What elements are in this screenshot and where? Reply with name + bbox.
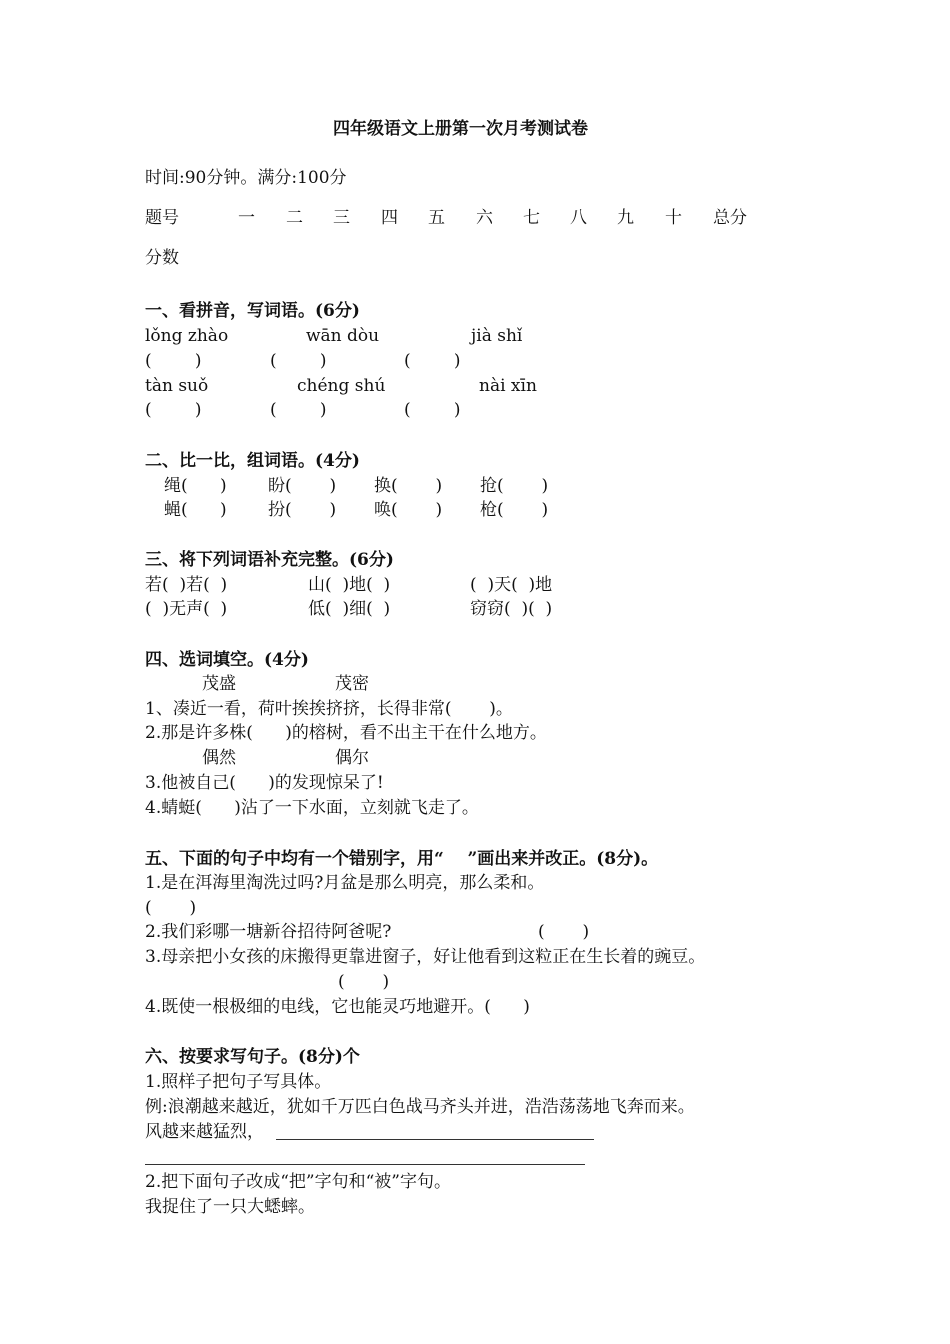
- score-table-row1-label: 题号: [145, 208, 179, 228]
- section-3-heading: 三、将下列词语补充完整。(6分): [145, 550, 394, 570]
- question-5-3: 3.母亲把小女孩的床搬得更靠进窗子，好让他看到这粒正在生长着的豌豆。: [145, 947, 706, 967]
- word-pair-item: 枪( ): [480, 500, 549, 520]
- score-col-total: 总分: [713, 208, 747, 228]
- answer-blank[interactable]: ( ): [404, 351, 461, 371]
- word-pair-item: 蝇( ): [164, 500, 227, 520]
- example-sentence: 例:浪潮越来越近，犹如千万匹白色战马齐头并进，浩浩荡荡地飞奔而来。: [145, 1097, 695, 1117]
- idiom-item: ( )无声( ): [145, 599, 228, 619]
- answer-line[interactable]: [145, 1164, 585, 1165]
- word-pair-item: 扮( ): [268, 500, 337, 520]
- word-pair-item: 绳( ): [164, 476, 227, 496]
- question-4-2: 2.那是许多株( )的榕树，看不出主干在什么地方。: [145, 723, 547, 743]
- score-col-2: 二: [286, 208, 303, 228]
- question-5-4: 4.既使一根极细的电线，它也能灵巧地避开。( ): [145, 997, 530, 1017]
- score-col-10: 十: [665, 208, 682, 228]
- section-6-heading: 六、按要求写句子。(8分)个: [145, 1047, 360, 1067]
- word-choice: 偶然: [202, 748, 236, 768]
- pinyin-2-1: tàn suǒ: [145, 376, 209, 396]
- answer-blank[interactable]: ( ): [270, 400, 327, 420]
- score-col-7: 七: [523, 208, 540, 228]
- word-choice: 茂密: [335, 674, 369, 694]
- answer-blank[interactable]: ( ): [145, 351, 202, 371]
- question-6-2: 2.把下面句子改成“把”字句和“被”字句。: [145, 1172, 451, 1192]
- answer-blank[interactable]: ( ): [538, 922, 590, 942]
- question-4-1: 1、凑近一看，荷叶挨挨挤挤，长得非常( )。: [145, 699, 513, 719]
- answer-blank[interactable]: ( ): [145, 898, 197, 918]
- score-col-1: 一: [238, 208, 255, 228]
- score-table-row2-label: 分数: [145, 248, 179, 268]
- word-pair-item: 唤( ): [374, 500, 443, 520]
- answer-line[interactable]: [276, 1139, 594, 1140]
- pinyin-2-3: nài xīn: [479, 376, 537, 396]
- question-4-4: 4.蜻蜓( )沾了一下水面，立刻就飞走了。: [145, 798, 479, 818]
- section-5-heading: 五、下面的句子中均有一个错别字，用“ ”画出来并改正。(8分)。: [145, 849, 659, 869]
- answer-blank[interactable]: ( ): [404, 400, 461, 420]
- pinyin-1-3: jià shǐ: [471, 326, 523, 346]
- question-4-3: 3.他被自己( )的发现惊呆了!: [145, 773, 384, 793]
- score-col-6: 六: [476, 208, 493, 228]
- section-2-heading: 二、比一比，组词语。(4分): [145, 451, 360, 471]
- pinyin-1-2: wān dòu: [306, 326, 380, 346]
- question-5-2: 2.我们彩哪一塘新谷招待阿爸呢?: [145, 922, 392, 942]
- time-info: 时间:90分钟。满分:100分: [145, 168, 347, 188]
- page-title: 四年级语文上册第一次月考测试卷: [333, 119, 588, 139]
- score-col-5: 五: [428, 208, 445, 228]
- word-choice: 茂盛: [202, 674, 236, 694]
- idiom-item: 窃窃( )( ): [470, 599, 553, 619]
- word-pair-item: 盼( ): [268, 476, 337, 496]
- answer-blank[interactable]: ( ): [145, 400, 202, 420]
- idiom-item: 山( )地( ): [308, 575, 391, 595]
- idiom-item: 低( )细( ): [308, 599, 391, 619]
- section-1-heading: 一、看拼音，写词语。(6分): [145, 301, 360, 321]
- score-col-4: 四: [381, 208, 398, 228]
- idiom-item: ( )天( )地: [470, 575, 553, 595]
- pinyin-2-2: chéng shú: [297, 376, 386, 396]
- writing-prompt: 风越来越猛烈，: [145, 1122, 264, 1142]
- idiom-item: 若( )若( ): [145, 575, 228, 595]
- answer-blank[interactable]: ( ): [338, 972, 390, 992]
- answer-blank[interactable]: ( ): [270, 351, 327, 371]
- section-4-heading: 四、选词填空。(4分): [145, 650, 309, 670]
- question-6-1: 1.照样子把句子写具体。: [145, 1072, 332, 1092]
- pinyin-1-1: lǒng zhào: [145, 326, 229, 346]
- score-col-3: 三: [333, 208, 350, 228]
- score-col-8: 八: [570, 208, 587, 228]
- question-6-2-sentence: 我捉住了一只大蟋蟀。: [145, 1197, 315, 1217]
- word-pair-item: 换( ): [374, 476, 443, 496]
- question-5-1: 1.是在洱海里淘洗过吗?月盆是那么明亮，那么柔和。: [145, 873, 545, 893]
- word-choice: 偶尔: [335, 748, 369, 768]
- score-col-9: 九: [617, 208, 634, 228]
- word-pair-item: 抢( ): [480, 476, 549, 496]
